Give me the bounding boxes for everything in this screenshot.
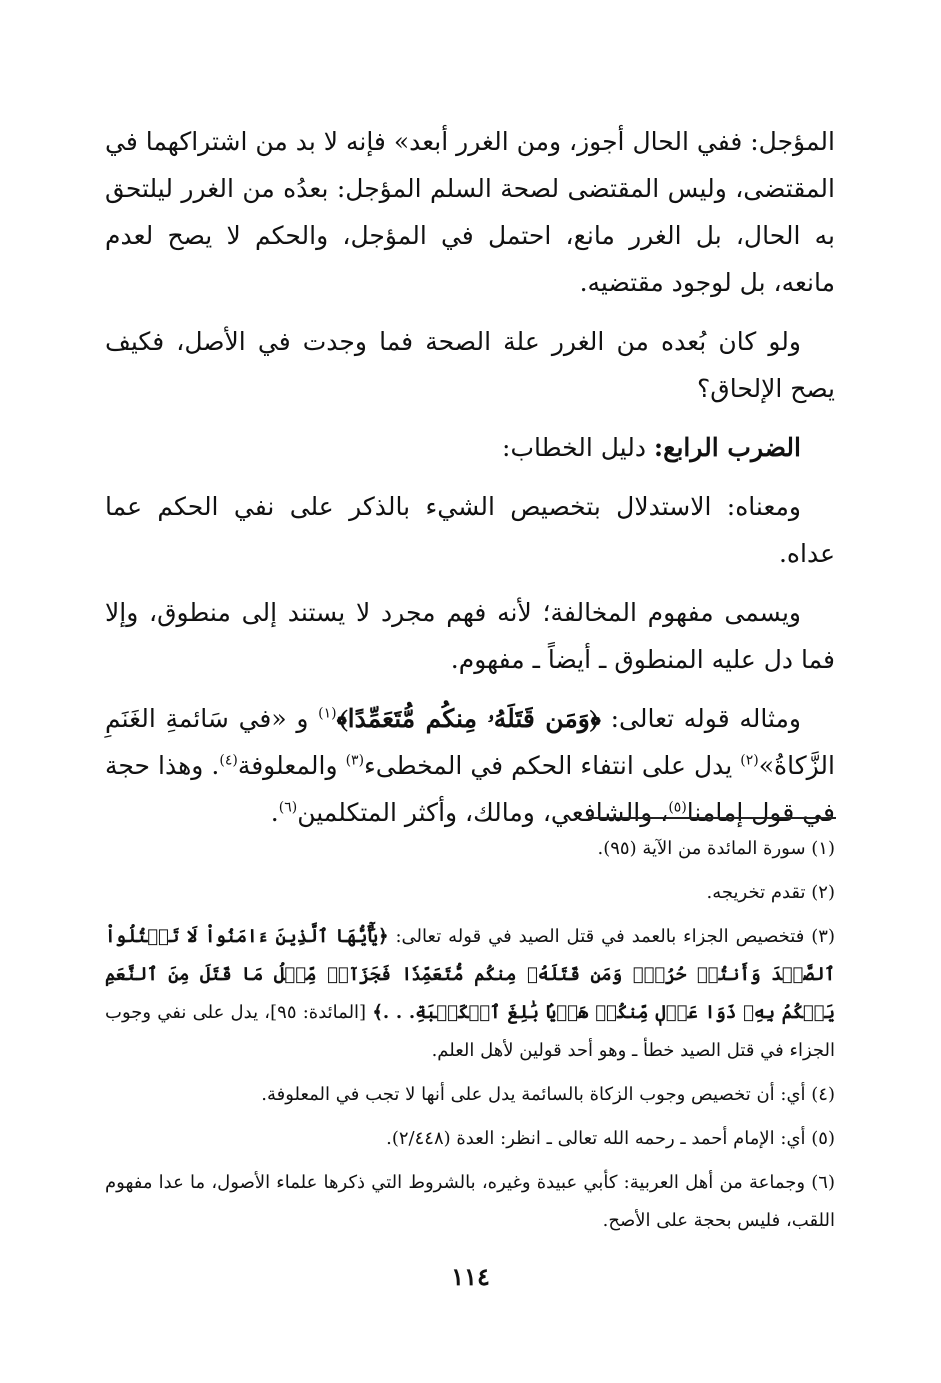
footnote-2: (٢) تقدم تخريجه. bbox=[706, 882, 835, 903]
paragraph-1: المؤجل: ففي الحال أجوز، ومن الغرر أبعد» فإنه لا بد من اشتراكهما في المقتضى، وليس المقتضى لصحة السلم المؤجل: بعدُه من الغرر ليلتحق به الحال، بل الغرر مانع، احتمل في المؤجل، والحكم لا يصح لعدم مانعه، بل لوجود مقتضيه. bbox=[105, 127, 835, 297]
example-text-6: ، والشافعي، ومالك، وأكثر المتكلمين bbox=[297, 798, 669, 827]
footnote-3-rest: [المائدة: ٩٥]، يدل على نفي وجوب الجزاء في قتل الصيد خطأ ـ وهو أحد قولين لأهل العلم. bbox=[105, 1002, 835, 1061]
section-heading bbox=[105, 424, 835, 471]
example-text-3: يدل على انتفاء الحكم في المخطىء bbox=[364, 751, 741, 780]
quran-verse: ﴿وَمَن قَتَلَهُۥ مِنكُم مُّتَعَمِّدًا﴾ bbox=[336, 704, 601, 733]
section-heading-title: الضرب الرابع: bbox=[653, 433, 801, 462]
example-end: . bbox=[270, 798, 279, 827]
section-heading-rest: دليل الخطاب: bbox=[502, 433, 654, 462]
footnote-6: (٦) وجماعة من أهل العربية: كأبي عبيدة وغيره، بالشروط التي ذكرها علماء الأصول، ما عدا مفهوم اللقب، فليس بحجة على الأصح. bbox=[105, 1172, 835, 1231]
footnote-ref-2: (٢) bbox=[740, 752, 759, 769]
footnote-3-quran: ﴿يَٰٓأَيُّهَا ٱلَّذِينَ ءَامَنُواْ لَا تَقۡتُلُواْ ٱلصَّيۡدَ وَأَنتُمۡ حُرُمٞۚ وَمَن قَتَلَهُۥ مِنكُم مُّتَعَمِّدٗا فَجَزَآءٞ مِّثۡلُ مَا قَتَلَ مِنَ ٱلنَّعَمِ يَحۡكُمُ بِهِۦ ذَوَا عَدۡلٖ مِّنكُمۡ هَدۡيَۢا بَٰلِغَ ٱلۡكَعۡبَةِ. . .﴾ bbox=[105, 926, 836, 1023]
paragraph-2: ولو كان بُعده من الغرر علة الصحة فما وجدت في الأصل، فكيف يصح الإلحاق؟ bbox=[105, 327, 835, 403]
footnote-ref-3: (٣) bbox=[345, 752, 365, 769]
footnote-3 bbox=[105, 918, 835, 1070]
example-text-5: . وهذا حجة في قول إمامنا bbox=[105, 751, 835, 827]
example-intro: ومثاله قوله تعالى: bbox=[600, 704, 802, 733]
footnote-5: (٥) أي: الإمام أحمد ـ رحمه الله تعالى ـ انظر: العدة (٢/٤٤٨). bbox=[386, 1128, 835, 1149]
footnote-3-intro: (٣) فتخصيص الجزاء بالعمد في قتل الصيد في قوله تعالى: bbox=[388, 926, 835, 947]
footnote-ref-6: (٦) bbox=[278, 799, 298, 816]
example-hadith: و «في سَائمةِ الغَنَمِ الزَّكاةُ» bbox=[105, 704, 835, 780]
footnote-4: (٤) أي: أن تخصيص وجوب الزكاة بالسائمة يدل على أنها لا تجب في المعلوفة. bbox=[261, 1084, 835, 1105]
paragraph-3: ومعناه: الاستدلال بتخصيص الشيء بالذكر على نفي الحكم عما عداه. bbox=[105, 492, 835, 568]
footnotes bbox=[105, 830, 835, 1246]
main-text bbox=[105, 118, 835, 848]
footnote-ref-5: (٥) bbox=[668, 799, 687, 816]
footnote-ref-4: (٤) bbox=[219, 752, 238, 769]
footnote-ref-1: (١) bbox=[318, 705, 337, 722]
paragraph-4: ويسمى مفهوم المخالفة؛ لأنه فهم مجرد لا يستند إلى منطوق، وإلا فما دل عليه المنطوق ـ أيضاً ـ مفهوم. bbox=[105, 598, 835, 674]
footnote-separator bbox=[588, 817, 836, 819]
example-text-4: والمعلوفة bbox=[237, 751, 346, 780]
page-number: ١١٤ bbox=[451, 1262, 490, 1291]
footnote-1: (١) سورة المائدة من الآية (٩٥). bbox=[597, 838, 835, 859]
paragraph-example bbox=[105, 695, 835, 836]
